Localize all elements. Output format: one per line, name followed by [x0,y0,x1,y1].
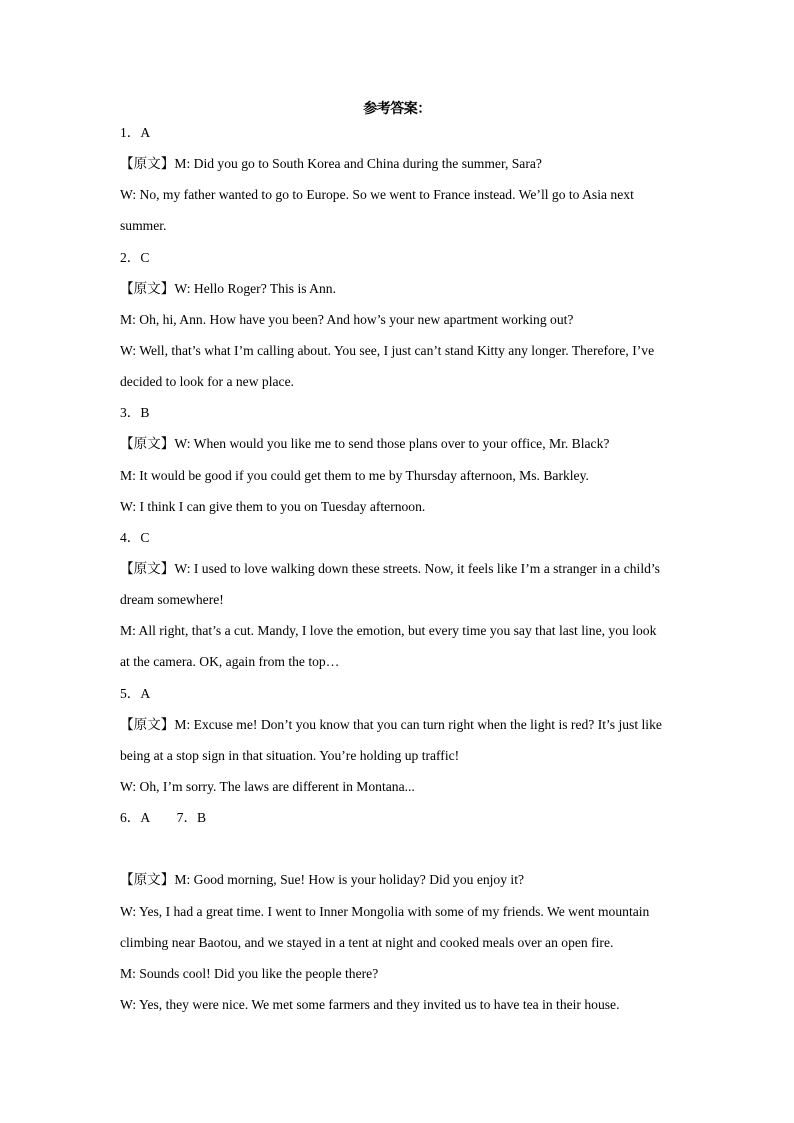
text-line: W: Oh, I’m sorry. The laws are different in Montana... [120,778,415,794]
text-line: 4．C [120,529,150,545]
text-line: 【原文】W: Hello Roger? This is Ann. [120,280,336,296]
text-line: 1．A [120,125,151,140]
text-line: W: I think I can give them to you on Tuesday afternoon. [120,498,426,514]
text-line [120,833,680,864]
text-line: summer. [120,218,167,234]
text-line: 【原文】W: When would you like me to send those plans over to your office, Mr. Black? [120,436,610,452]
page-title: 参考答案： [363,101,431,117]
text-line: W: No, my father wanted to go to Europe. So we went to France instead. We’ll go to Asia next [120,187,634,203]
text-line: 6．A 7．B [120,810,207,826]
text-line: at the camera. OK, again from the top… [120,654,340,670]
text-line: being at a stop sign in that situation. You’re holding up traffic! [120,747,460,763]
text-line: climbing near Baotou, and we stayed in a tent at night and cooked meals over an open fire. [120,934,614,950]
text-line: dream somewhere! [120,592,224,608]
text-line: 【原文】M: Excuse me! Don’t you know that you can turn right when the light is red? It’s just like [120,716,662,732]
text-line: 【原文】M: Did you go to South Korea and China during the summer, Sara? [120,156,542,172]
text-line: decided to look for a new place. [120,374,295,390]
text-line: 【原文】W: I used to love walking down these streets. Now, it feels like I’m a stranger in a child’s [120,560,660,576]
text-line: 2．C [120,249,150,265]
text-line: 3．B [120,405,150,421]
text-line: M: All right, that’s a cut. Mandy, I love the emotion, but every time you say that last line, you look [120,623,657,639]
text-line: W: Yes, they were nice. We met some farmers and they invited us to have tea in their house. [120,996,620,1012]
text-line: W: Well, that’s what I’m calling about. You see, I just can’t stand Kitty any longer. Therefore, I’ve [120,342,655,358]
text-line: M: Oh, hi, Ann. How have you been? And how’s your new apartment working out? [120,311,574,327]
text-line: M: It would be good if you could get them to me by Thursday afternoon, Ms. Barkley. [120,467,589,483]
text-line: M: Sounds cool! Did you like the people there? [120,965,379,981]
text-line: 【原文】M: Good morning, Sue! How is your holiday? Did you enjoy it? [120,872,525,888]
text-line: 5．A [120,685,151,701]
text-line: W: Yes, I had a great time. I went to Inner Mongolia with some of my friends. We went mountain [120,903,650,919]
document-body [120,117,680,1020]
